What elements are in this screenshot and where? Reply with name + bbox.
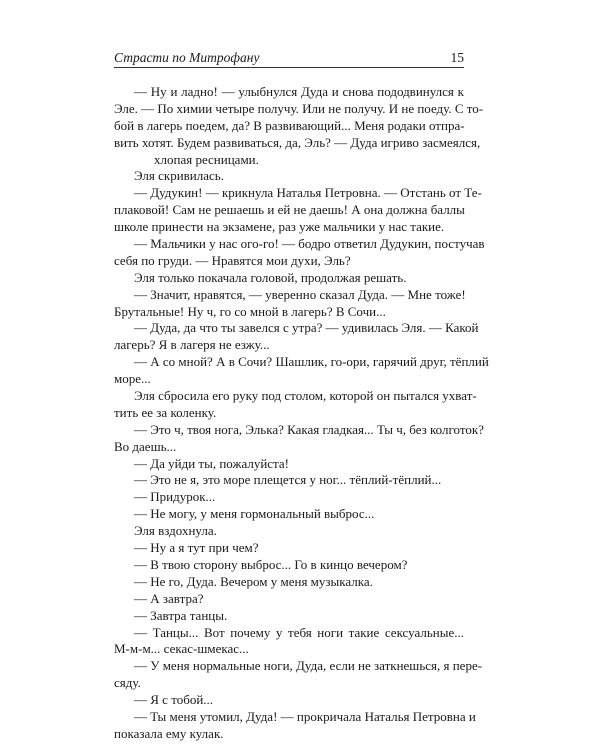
text-line: — Придурок... (134, 489, 216, 505)
text-line: себя по груди. — Нравятся мои духи, Эль? (114, 252, 351, 268)
text-line: — Это ч, твоя нога, Элька? Какая гладкая... Ты ч, без колготок? (134, 421, 484, 437)
text-line: — А завтра? (134, 590, 204, 606)
text-line: — Ты меня утомил, Дуда! — прокричала Наталья Петровна и (134, 708, 476, 724)
text-line: Эле. — По химии четыре получу. Или не получу. И не поеду. С то- (114, 100, 484, 116)
running-head (114, 44, 464, 66)
page-number: 15 (450, 50, 464, 65)
body-text (114, 84, 489, 743)
text-line: — Значит, нравятся, — уверенно сказал Дуда. — Мне тоже! (134, 286, 466, 302)
text-line: — Танцы... Вот почему у тебя ноги такие сексуальные... (134, 624, 464, 640)
text-line: — Я с тобой... (134, 692, 214, 708)
text-line: Эля скривилась. (134, 168, 224, 184)
text-line: — Ну и ладно! — улыбнулся Дуда и снова пододвинулся к (134, 84, 464, 99)
text-line: Эля вздохнула. (134, 523, 217, 539)
text-line: бой в лагерь поедем, да? В развивающий... Меня родаки отпра- (114, 117, 465, 133)
text-line: — У меня нормальные ноги, Дуда, если не заткнешься, я пере- (134, 658, 483, 674)
text-line: — Мальчики у нас ого-го! — бодро ответил Дудукин, постучав (134, 236, 485, 252)
text-line: сяду. (114, 675, 141, 691)
text-line: — Не го, Дуда. Вечером у меня музыкалка. (134, 573, 373, 589)
text-line: — Завтра танцы. (134, 607, 228, 623)
header-rule (114, 67, 464, 68)
text-line: Во даешь... (114, 438, 177, 454)
running-title: Страсти по Митрофану (114, 50, 260, 65)
text-line: показала ему кулак. (114, 725, 224, 741)
text-line: Эля сбросила его руку под столом, которой он пытался ухват- (134, 388, 477, 404)
text-line: тить ее за коленку. (114, 404, 217, 420)
text-line: море... (114, 371, 151, 387)
text-line: Брутальные! Ну ч, го со мной в лагерь? В Сочи... (114, 303, 386, 319)
text-line: Эля только покачала головой, продолжая решать. (134, 269, 407, 285)
text-line: — Дуда, да что ты завелся с утра? — удивилась Эля. — Какой (134, 320, 479, 336)
text-line: — Да уйди ты, пожалуйста! (134, 455, 289, 471)
text-line: — А со мной? А в Сочи? Шашлик, го-ори, гарячий друг, тёплий (134, 354, 489, 370)
text-line: — В твою сторону выброс... Го в кинцо вечером? (134, 556, 408, 572)
text-line: М-м-м... секас-шмекас... (114, 641, 249, 657)
text-line: — Не могу, у меня гормональный выброс... (134, 506, 375, 522)
text-line: — Дудукин! — крикнула Наталья Петровна. — Отстань от Те- (134, 185, 482, 201)
text-line: плаковой! Сам не решаешь и ей не даешь! А она должна баллы (114, 202, 465, 218)
text-line: — Это не я, это море плещется у ног... тёплий-тёплий... (134, 472, 442, 488)
text-line: школе принести на экзамене, раз уже мальчики у нас такие. (114, 219, 445, 235)
text-line: хлопая ресницами. (154, 151, 259, 167)
text-line: — Ну а я тут при чем? (134, 540, 259, 556)
text-line: вить хотят. Будем развиваться, да, Эль? — Дуда игриво засмеялся, (114, 134, 481, 150)
text-line: лагерь? Я в лагеря не езжу... (114, 337, 270, 353)
